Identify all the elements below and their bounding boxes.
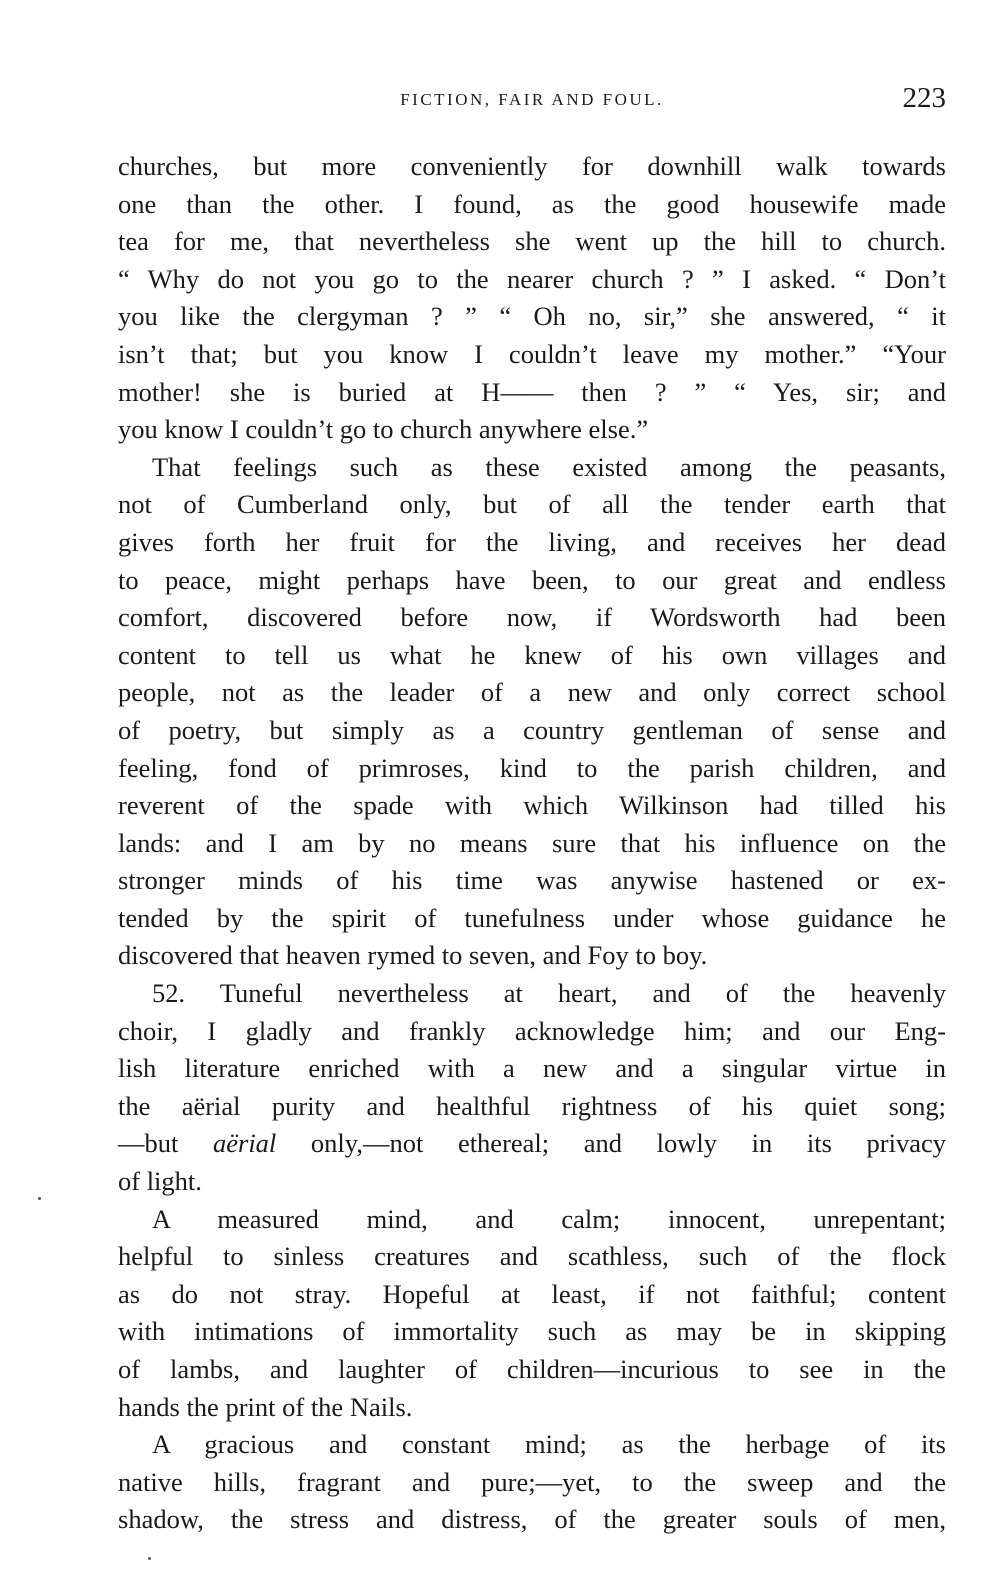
print-speck [148, 1557, 151, 1560]
paragraph-first-line: That feelings such as these existed among the peasants, [152, 451, 946, 482]
page-number: 223 [902, 82, 946, 114]
text-line: content to tell us what he knew of his own villages and [118, 639, 946, 670]
text-line: to peace, might perhaps have been, to our great and endless [118, 564, 946, 595]
text-fragment: only,—not ethereal; and lowly in its privacy [276, 1128, 946, 1159]
text-line: mother! she is buried at H—— then ? ” “ Yes, sir; and [118, 376, 946, 407]
text-line: native hills, fragrant and pure;—yet, to the sweep and the [118, 1466, 946, 1497]
text-line: discovered that heaven rymed to seven, and Foy to boy. [118, 940, 708, 971]
paragraph-first-line: 52. Tuneful nevertheless at heart, and of the heavenly [152, 978, 946, 1009]
text-line: one than the other. I found, as the good housewife made [118, 188, 946, 219]
text-line: hands the print of the Nails. [118, 1391, 413, 1422]
text-line: the aërial purity and healthful rightness of his quiet song; [118, 1090, 946, 1121]
text-line: of light. [118, 1166, 202, 1197]
text-line: stronger minds of his time was anywise hastened or ex- [118, 865, 946, 896]
body-text [118, 148, 946, 1539]
text-line: choir, I gladly and frankly acknowledge him; and our Eng- [118, 1015, 946, 1046]
text-line: tended by the spirit of tunefulness under whose guidance he [118, 902, 946, 933]
text-line: not of Cumberland only, but of all the tender earth that [118, 489, 946, 520]
text-line: as do not stray. Hopeful at least, if not faithful; content [118, 1278, 946, 1309]
text-line: of lambs, and laughter of children—incurious to see in the [118, 1354, 946, 1384]
text-line: you know I couldn’t go to church anywhere else.” [118, 414, 649, 445]
paragraph-first-line: A measured mind, and calm; innocent, unrepentant; [152, 1203, 946, 1234]
text-line: you like the clergyman ? ” “ Oh no, sir,” she answered, “ it [118, 301, 946, 332]
text-line: feeling, fond of primroses, kind to the parish children, and [118, 752, 946, 783]
text-line: of poetry, but simply as a country gentleman of sense and [118, 714, 946, 745]
text-line: people, not as the leader of a new and only correct school [118, 677, 946, 708]
text-line: shadow, the stress and distress, of the greater souls of men, [118, 1504, 946, 1535]
text-line-with-italic [118, 1125, 946, 1163]
print-speck [38, 1197, 41, 1200]
text-line: churches, but more conveniently for downhill walk towards [118, 151, 946, 181]
text-line: lish literature enriched with a new and a singular virtue in [118, 1053, 946, 1084]
running-head [118, 82, 946, 118]
text-line: gives forth her fruit for the living, and receives her dead [118, 526, 946, 557]
text-fragment: —but [118, 1128, 213, 1159]
text-line: tea for me, that nevertheless she went up the hill to church. [118, 226, 946, 257]
italic-word: aërial [213, 1128, 277, 1159]
text-line: lands: and I am by no means sure that his influence on the [118, 827, 946, 858]
text-line: “ Why do not you go to the nearer church ? ” I asked. “ Don’t [118, 263, 946, 294]
text-line: with intimations of immortality such as may be in skipping [118, 1316, 946, 1347]
running-title: FICTION, FAIR AND FOUL. [400, 90, 664, 109]
text-line: isn’t that; but you know I couldn’t leave my mother.” “Your [118, 338, 946, 369]
text-line: comfort, discovered before now, if Wordsworth had been [118, 602, 946, 633]
text-line: helpful to sinless creatures and scathless, such of the flock [118, 1241, 946, 1272]
paragraph-first-line: A gracious and constant mind; as the herbage of its [152, 1429, 946, 1460]
text-line: reverent of the spade with which Wilkinson had tilled his [118, 790, 946, 821]
